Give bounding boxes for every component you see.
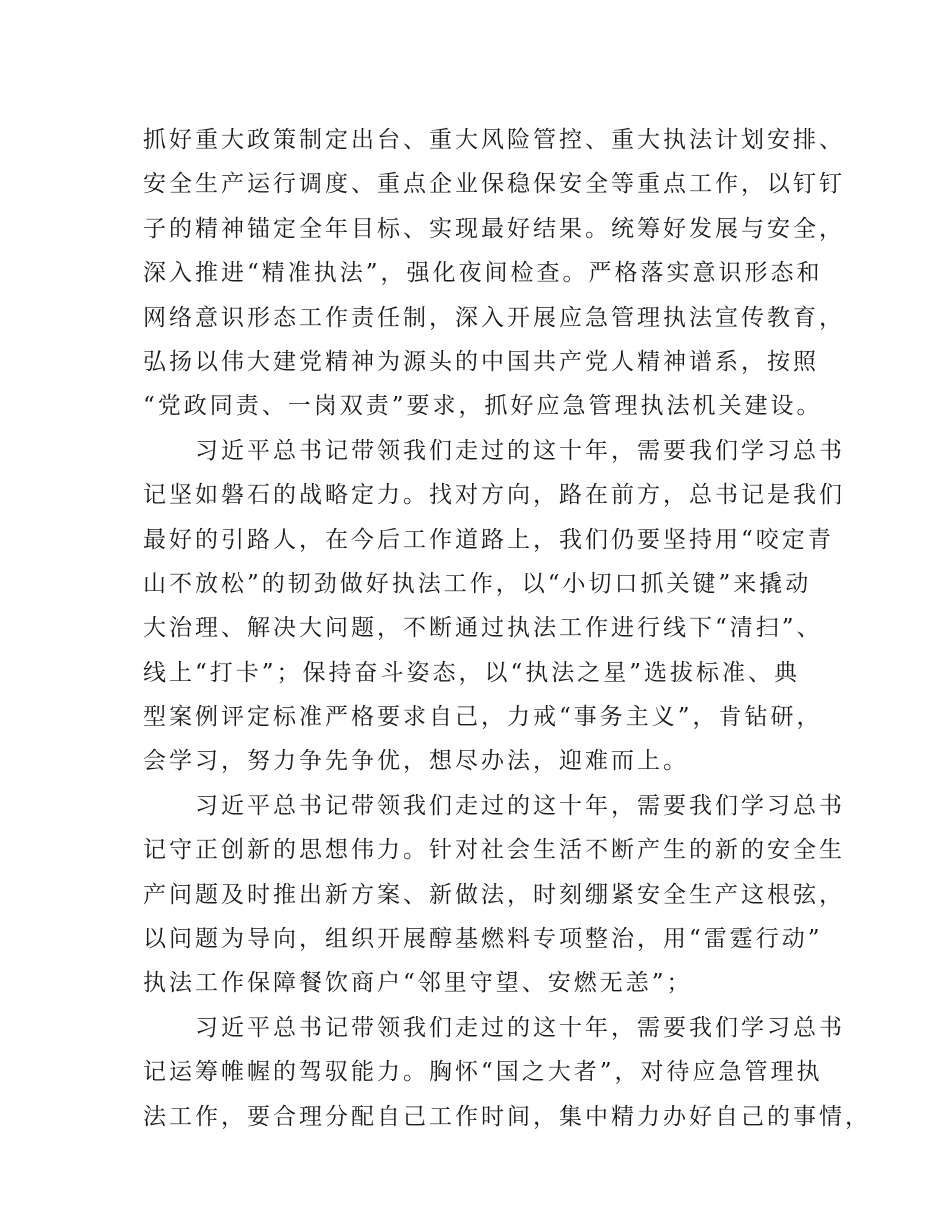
text-line: 线上“打卡”；保持奋斗姿态，以“执法之星”选拔标准、典 xyxy=(143,659,801,686)
text-line: 产问题及时推出新方案、新做法，时刻绷紧安全生产这根弦， xyxy=(143,881,845,908)
text-line: 子的精神锚定全年目标、实现最好结果。统筹好发展与安全， xyxy=(143,215,845,242)
text-line: 安全生产运行调度、重点企业保稳保安全等重点工作，以钉钉 xyxy=(143,171,845,198)
text-line: 大治理、解决大问题，不断通过执法工作进行线下“清扫”、 xyxy=(143,615,823,642)
text-line: 抓好重大政策制定出台、重大风险管控、重大执法计划安排、 xyxy=(143,127,845,153)
text-line: “党政同责、一岗双责”要求，抓好应急管理执法机关建设。 xyxy=(143,393,823,420)
text-line: 记坚如磐石的战略定力。找对方向，路在前方，总书记是我们 xyxy=(143,482,845,509)
text-line: 执法工作保障餐饮商户“邻里守望、安燃无恙”； xyxy=(143,970,693,997)
body-text xyxy=(143,118,871,1139)
paragraph-first-line: 习近平总书记带领我们走过的这十年，需要我们学习总书 xyxy=(195,1014,845,1041)
text-line: 网络意识形态工作责任制，深入开展应急管理执法宣传教育， xyxy=(143,304,845,331)
text-line: 记运筹帷幄的驾驭能力。胸怀“国之大者”，对待应急管理执 xyxy=(143,1059,823,1086)
paragraph-first-line: 习近平总书记带领我们走过的这十年，需要我们学习总书 xyxy=(195,437,845,464)
text-line: 会学习，努力争先争优，想尽办法，迎难而上。 xyxy=(143,748,689,775)
text-line: 型案例评定标准严格要求自己，力戒“事务主义”，肯钻研， xyxy=(143,704,823,731)
text-line: 记守正创新的思想伟力。针对社会生活不断产生的新的安全生 xyxy=(143,837,845,864)
text-line: 法工作，要合理分配自己工作时间，集中精力办好自己的事情， xyxy=(143,1103,871,1130)
text-line: 以问题为导向，组织开展醇基燃料专项整治，用“雷霆行动” xyxy=(143,926,823,953)
paragraph-first-line: 习近平总书记带领我们走过的这十年，需要我们学习总书 xyxy=(195,792,845,819)
text-line: 山不放松”的韧劲做好执法工作，以“小切口抓关键”来撬动 xyxy=(143,570,812,597)
text-line: 深入推进“精准执法”，强化夜间检查。严格落实意识形态和 xyxy=(143,260,823,287)
text-line: 弘扬以伟大建党精神为源头的中国共产党人精神谱系，按照 xyxy=(143,348,819,375)
text-line: 最好的引路人，在今后工作道路上，我们仍要坚持用“咬定青 xyxy=(143,526,834,553)
